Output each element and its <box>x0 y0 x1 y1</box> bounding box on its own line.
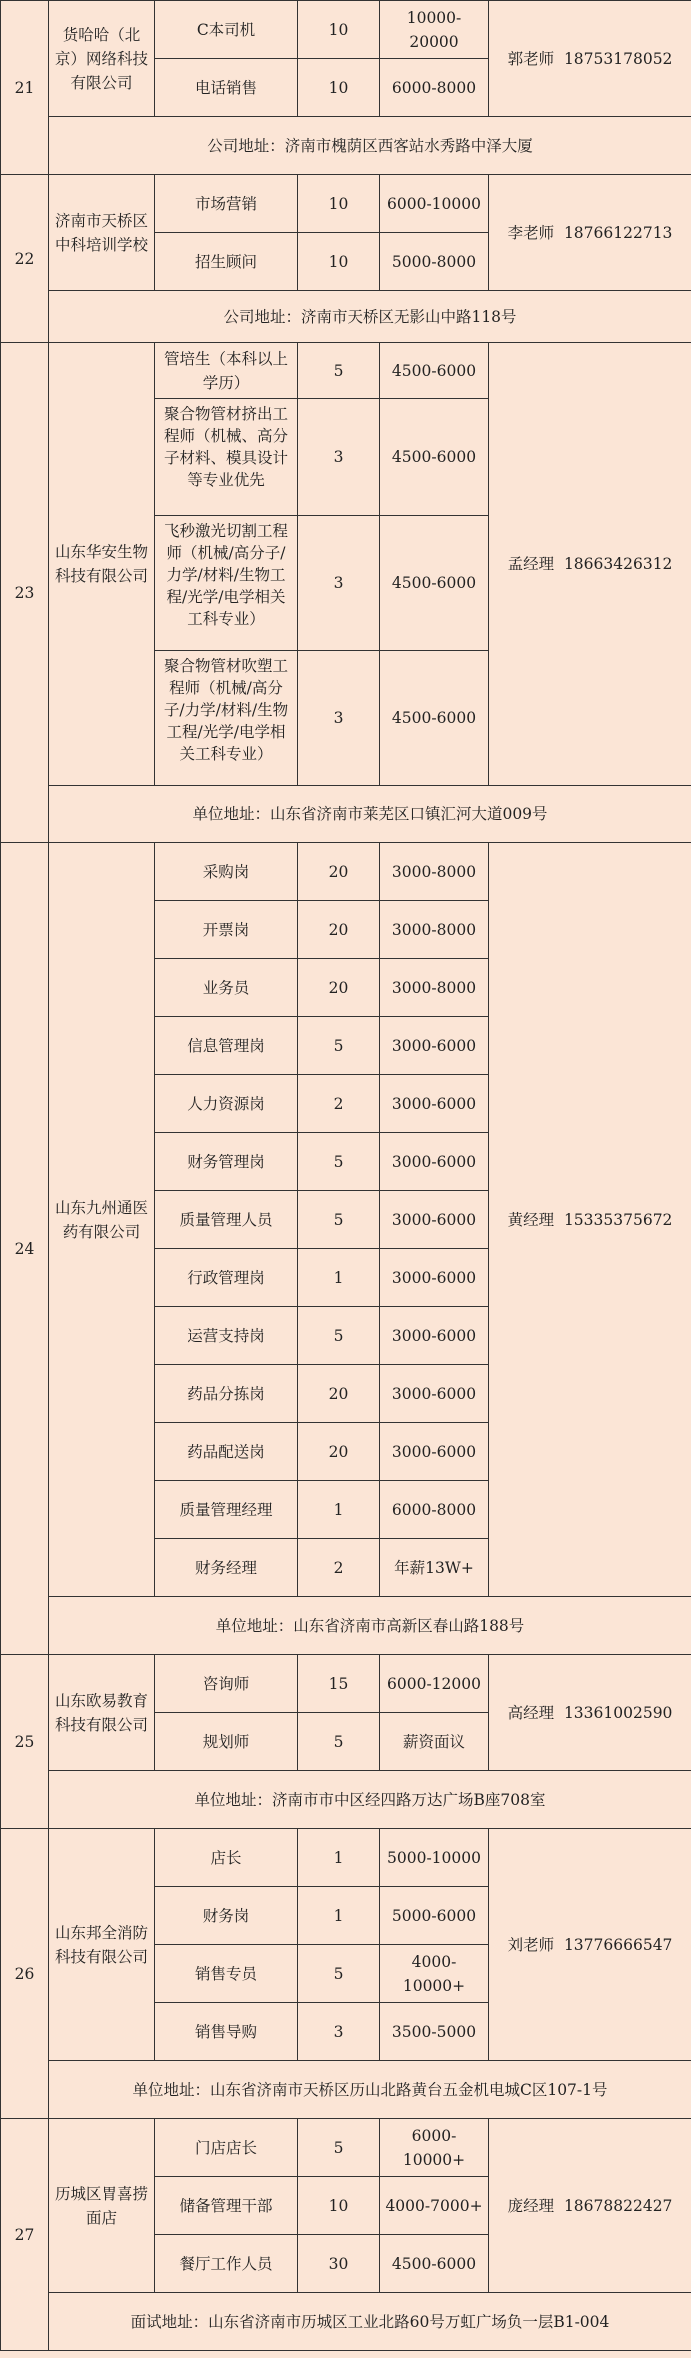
position-salary: 6000-12000 <box>380 1655 489 1713</box>
position-salary: 4500-6000 <box>380 2235 489 2293</box>
position-title: 门店店长 <box>155 2119 298 2177</box>
position-count: 20 <box>298 843 380 901</box>
contact-cell <box>489 843 691 1597</box>
company-address: 单位地址：山东省济南市高新区春山路188号 <box>49 1597 691 1655</box>
position-title: 行政管理岗 <box>155 1249 298 1307</box>
company-name: 济南市天桥区中科培训学校 <box>49 175 155 291</box>
position-salary: 3500-5000 <box>380 2003 489 2061</box>
spacer <box>554 1936 564 1954</box>
position-salary: 3000-6000 <box>380 1365 489 1423</box>
company-number: 27 <box>1 2119 49 2351</box>
position-title: 财务经理 <box>155 1539 298 1597</box>
position-title: 储备管理干部 <box>155 2177 298 2235</box>
company-name: 山东九州通医药有限公司 <box>49 843 155 1597</box>
position-salary: 3000-8000 <box>380 959 489 1017</box>
position-count: 3 <box>298 399 380 516</box>
address-row <box>1 1771 691 1829</box>
position-count: 5 <box>298 1713 380 1771</box>
position-count: 1 <box>298 1481 380 1539</box>
position-salary: 4000-7000+ <box>380 2177 489 2235</box>
address-row <box>1 1597 691 1655</box>
position-salary: 3000-8000 <box>380 901 489 959</box>
position-salary: 4500-6000 <box>380 651 489 786</box>
position-title: 咨询师 <box>155 1655 298 1713</box>
company-address: 单位地址：山东省济南市天桥区历山北路黄台五金机电城C区107-1号 <box>49 2061 691 2119</box>
address-row <box>1 117 691 175</box>
contact-name: 李老师 <box>507 223 555 242</box>
position-title: 运营支持岗 <box>155 1307 298 1365</box>
company-number: 21 <box>1 1 49 175</box>
position-title: C本司机 <box>155 1 298 59</box>
spacer <box>554 224 564 242</box>
position-count: 5 <box>298 1133 380 1191</box>
spacer <box>554 1211 564 1229</box>
position-salary: 6000-10000+ <box>380 2119 489 2177</box>
position-title: 采购岗 <box>155 843 298 901</box>
position-count: 5 <box>298 1945 380 2003</box>
position-count: 2 <box>298 1539 380 1597</box>
position-title: 聚合物管材吹塑工程师（机械/高分子/力学/材料/生物工程/光学/电学相关工科专业） <box>155 651 298 786</box>
contact-name: 高经理 <box>507 1703 555 1722</box>
position-title: 信息管理岗 <box>155 1017 298 1075</box>
company-name: 历城区胃喜捞面店 <box>49 2119 155 2293</box>
position-salary: 3000-6000 <box>380 1191 489 1249</box>
company-number: 26 <box>1 1829 49 2119</box>
position-count: 2 <box>298 1075 380 1133</box>
position-title: 规划师 <box>155 1713 298 1771</box>
position-count: 5 <box>298 1307 380 1365</box>
position-count: 15 <box>298 1655 380 1713</box>
position-salary: 4500-6000 <box>380 343 489 399</box>
company-address: 单位地址：济南市市中区经四路万达广场B座708室 <box>49 1771 691 1829</box>
position-salary: 4500-6000 <box>380 516 489 651</box>
position-salary: 10000-20000 <box>380 1 489 59</box>
position-count: 10 <box>298 2177 380 2235</box>
position-salary: 3000-8000 <box>380 843 489 901</box>
position-salary: 6000-10000 <box>380 175 489 233</box>
company-number: 23 <box>1 343 49 843</box>
address-row <box>1 291 691 343</box>
company-number: 24 <box>1 843 49 1655</box>
position-title: 店长 <box>155 1829 298 1887</box>
table-row <box>1 343 691 399</box>
company-number: 25 <box>1 1655 49 1829</box>
position-title: 聚合物管材挤出工程师（机械、高分子材料、模具设计等专业优先 <box>155 399 298 516</box>
company-address: 面试地址：山东省济南市历城区工业北路60号万虹广场负一层B1-004 <box>49 2293 691 2351</box>
position-count: 3 <box>298 2003 380 2061</box>
contact-phone: 18678822427 <box>563 2196 673 2215</box>
contact-phone: 18663426312 <box>563 555 673 573</box>
contact-cell <box>489 1829 691 2061</box>
table-row <box>1 1829 691 1887</box>
position-title: 销售专员 <box>155 1945 298 2003</box>
spacer <box>554 555 564 573</box>
contact-phone: 18766122713 <box>563 223 673 242</box>
position-title: 管培生（本科以上学历） <box>155 343 298 399</box>
position-count: 10 <box>298 175 380 233</box>
position-salary: 5000-8000 <box>380 233 489 291</box>
table-row <box>1 2119 691 2177</box>
table-row <box>1 843 691 901</box>
position-title: 财务岗 <box>155 1887 298 1945</box>
position-title: 质量管理人员 <box>155 1191 298 1249</box>
position-salary: 4500-6000 <box>380 399 489 516</box>
contact-cell <box>489 1 691 117</box>
company-name: 山东华安生物科技有限公司 <box>49 343 155 786</box>
position-salary: 3000-6000 <box>380 1307 489 1365</box>
position-title: 药品配送岗 <box>155 1423 298 1481</box>
spacer <box>554 2197 564 2215</box>
position-count: 5 <box>298 1191 380 1249</box>
position-count: 3 <box>298 651 380 786</box>
position-title: 销售导购 <box>155 2003 298 2061</box>
position-title: 餐厅工作人员 <box>155 2235 298 2293</box>
position-title: 药品分拣岗 <box>155 1365 298 1423</box>
contact-name: 黄经理 <box>507 1210 555 1229</box>
spacer <box>554 50 564 68</box>
position-title: 电话销售 <box>155 59 298 117</box>
table-row <box>1 175 691 233</box>
company-number: 22 <box>1 175 49 343</box>
table-row <box>1 1 691 59</box>
position-salary: 薪资面议 <box>380 1713 489 1771</box>
position-count: 1 <box>298 1887 380 1945</box>
position-salary: 5000-6000 <box>380 1887 489 1945</box>
position-salary: 3000-6000 <box>380 1017 489 1075</box>
contact-phone: 18753178052 <box>563 49 673 68</box>
position-salary: 6000-8000 <box>380 1481 489 1539</box>
position-title: 业务员 <box>155 959 298 1017</box>
position-salary: 5000-10000 <box>380 1829 489 1887</box>
position-count: 20 <box>298 959 380 1017</box>
position-salary: 3000-6000 <box>380 1133 489 1191</box>
contact-phone: 15335375672 <box>563 1210 673 1229</box>
position-count: 10 <box>298 59 380 117</box>
position-count: 5 <box>298 1017 380 1075</box>
position-count: 5 <box>298 2119 380 2177</box>
address-row <box>1 2061 691 2119</box>
position-salary: 6000-8000 <box>380 59 489 117</box>
contact-cell <box>489 2119 691 2293</box>
position-count: 30 <box>298 2235 380 2293</box>
contact-cell <box>489 1655 691 1771</box>
company-address: 公司地址：济南市天桥区无影山中路118号 <box>49 291 691 343</box>
position-salary: 3000-6000 <box>380 1075 489 1133</box>
address-row <box>1 786 691 843</box>
position-count: 20 <box>298 1365 380 1423</box>
position-title: 财务管理岗 <box>155 1133 298 1191</box>
company-name: 山东邦全消防科技有限公司 <box>49 1829 155 2061</box>
spacer <box>554 1704 564 1722</box>
contact-name: 孟经理 <box>507 555 555 573</box>
position-count: 10 <box>298 233 380 291</box>
position-title: 招生顾问 <box>155 233 298 291</box>
address-row <box>1 2293 691 2351</box>
contact-phone: 13776666547 <box>563 1935 673 1954</box>
position-salary: 3000-6000 <box>380 1249 489 1307</box>
contact-cell <box>489 175 691 291</box>
table-row <box>1 1655 691 1713</box>
position-count: 20 <box>298 1423 380 1481</box>
company-name: 货哈哈（北京）网络科技有限公司 <box>49 1 155 117</box>
position-title: 人力资源岗 <box>155 1075 298 1133</box>
company-name: 山东欧易教育科技有限公司 <box>49 1655 155 1771</box>
position-salary: 年薪13W+ <box>380 1539 489 1597</box>
position-count: 1 <box>298 1249 380 1307</box>
contact-phone: 13361002590 <box>563 1703 673 1722</box>
company-address: 公司地址：济南市槐荫区西客站水秀路中泽大厦 <box>49 117 691 175</box>
contact-name: 刘老师 <box>507 1935 555 1954</box>
contact-cell <box>489 343 691 786</box>
position-salary: 3000-6000 <box>380 1423 489 1481</box>
position-title: 质量管理经理 <box>155 1481 298 1539</box>
contact-name: 庞经理 <box>507 2196 555 2215</box>
position-count: 3 <box>298 516 380 651</box>
position-count: 20 <box>298 901 380 959</box>
position-salary: 4000-10000+ <box>380 1945 489 2003</box>
position-title: 开票岗 <box>155 901 298 959</box>
position-count: 10 <box>298 1 380 59</box>
position-title: 飞秒激光切割工程师（机械/高分子/力学/材料/生物工程/光学/电学相关工科专业） <box>155 516 298 651</box>
company-address: 单位地址：山东省济南市莱芜区口镇汇河大道009号 <box>49 786 691 843</box>
contact-name: 郭老师 <box>507 49 555 68</box>
position-title: 市场营销 <box>155 175 298 233</box>
position-count: 5 <box>298 343 380 399</box>
position-count: 1 <box>298 1829 380 1887</box>
